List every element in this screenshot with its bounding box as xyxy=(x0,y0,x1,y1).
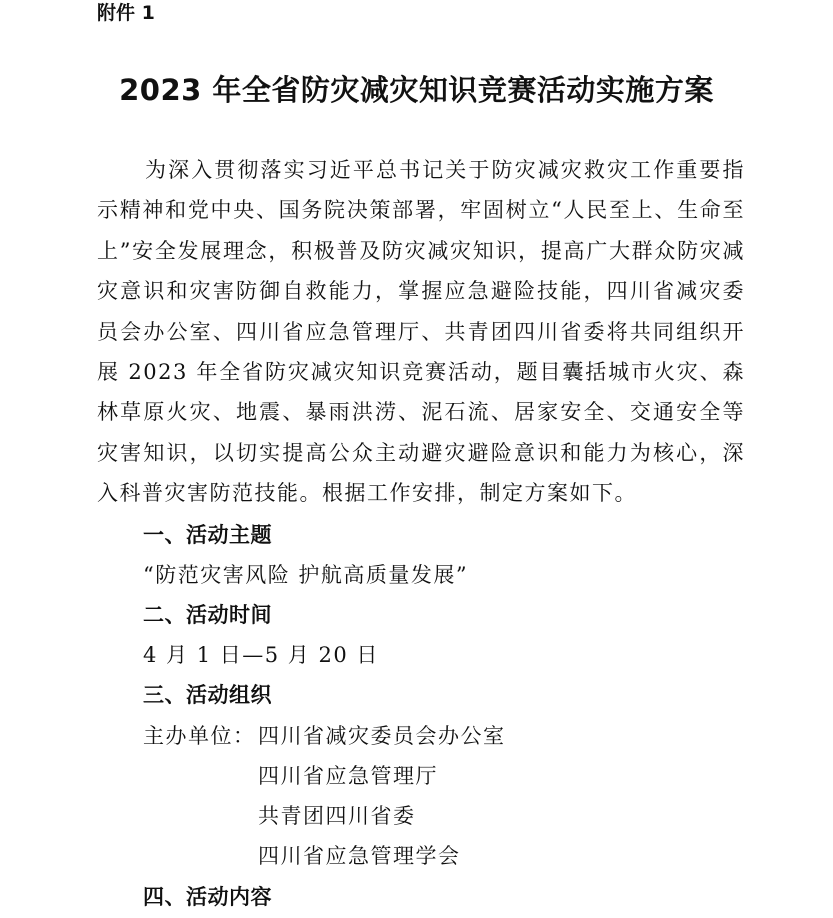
section-heading-theme: 一、活动主题 xyxy=(143,523,272,547)
time-text: 4 月 1 日—5 月 20 日 xyxy=(143,643,379,667)
section-heading-organization: 三、活动组织 xyxy=(143,683,272,707)
section-heading-time: 二、活动时间 xyxy=(143,603,272,627)
intro-paragraph: 为深入贯彻落实习近平总书记关于防灾减灾救灾工作重要指示精神和党中央、国务院决策部署，牢固树立“人民至上、生命至上”安全发展理念，积极普及防灾减灾知识，提高广大群众防灾减灾意识和灾害防御自救能力，掌握应急避险技能，四川省减灾委员会办公室、四川省应急管理厅、共青团四川省委将共同组织开展 2023 年全省防灾减灾知识竞赛活动，题目囊括城市火灾、森林草原火灾、地震、暴雨洪涝、泥石流、居家安全、交通安全等灾害知识，以切实提高公众主动避灾避险意识和能力为核心，深入科普灾害防范技能。根据工作安排，制定方案如下。 xyxy=(97,158,745,506)
host-item: 四川省减灾委员会办公室 xyxy=(258,724,506,748)
attachment-label: 附件 1 xyxy=(97,2,155,24)
host-label: 主办单位： xyxy=(143,724,256,748)
host-item: 四川省应急管理学会 xyxy=(258,844,461,868)
page-title: 2023 年全省防灾减灾知识竞赛活动实施方案 xyxy=(119,73,714,107)
host-item: 共青团四川省委 xyxy=(258,804,416,828)
host-item: 四川省应急管理厅 xyxy=(258,764,438,788)
section-heading-content: 四、活动内容 xyxy=(143,885,272,909)
theme-text: “防范灾害风险 护航高质量发展” xyxy=(143,563,469,587)
